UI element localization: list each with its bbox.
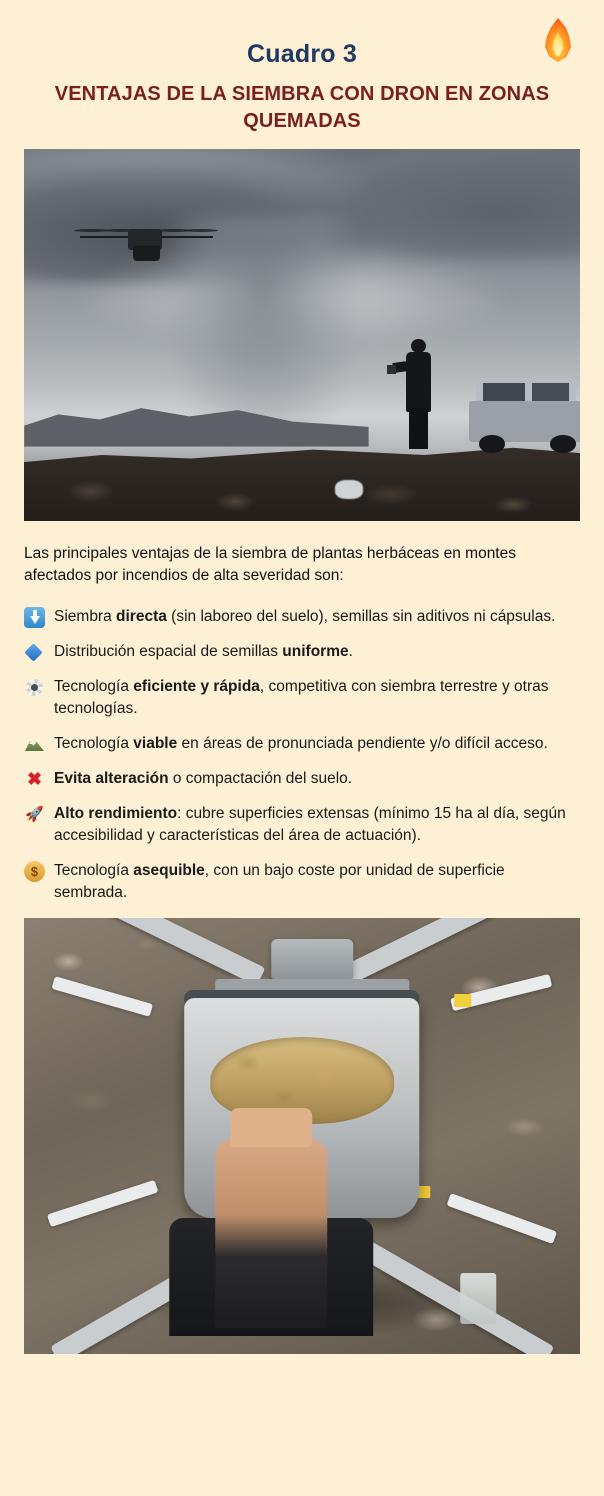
vehicle-wheel <box>479 435 506 453</box>
list-item <box>24 641 580 663</box>
blue-diamond-icon <box>24 642 45 663</box>
advantage-text-bold: directa <box>116 607 167 625</box>
equipment-bag <box>335 480 363 499</box>
operator-hand <box>215 1139 328 1327</box>
box-label: Cuadro 3 <box>247 40 357 68</box>
advantage-text-post: en áreas de pronunciada pendiente y/o difícil acceso. <box>177 734 548 752</box>
red-x-icon: ✖ <box>26 768 43 789</box>
advantage-text-post: : cubre superficies extensas (mínimo 15 ha al día, según accesibilidad y características del área de actuación). <box>54 804 566 844</box>
advantage-text-post: , competitiva con siembra terrestre y otras tecnologías. <box>54 677 549 717</box>
list-item <box>24 768 580 790</box>
advantage-text <box>54 768 580 790</box>
operator-head <box>411 339 426 353</box>
advantage-text-bold: viable <box>133 734 178 752</box>
list-item <box>24 860 580 904</box>
advantage-text-bold: asequible <box>133 861 205 879</box>
offroad-vehicle <box>469 380 580 454</box>
intro-paragraph: Las principales ventajas de la siembra de plantas herbáceas en montes afectados por incendios de alta severidad son: <box>24 545 516 585</box>
ground-texture <box>24 447 580 521</box>
list-item <box>24 676 580 720</box>
advantage-text <box>54 733 580 755</box>
operator-torso <box>406 352 431 412</box>
advantages-list <box>24 606 580 904</box>
drone-seed-tank <box>133 246 160 261</box>
advantage-text-pre: Siembra <box>54 607 117 625</box>
drone-radar-module <box>271 939 353 978</box>
advantage-text-bold: uniforme <box>282 642 349 660</box>
money-icon: $ <box>24 861 45 882</box>
list-item <box>24 733 580 755</box>
drone-propeller-blade <box>51 976 153 1017</box>
advantage-text <box>54 860 580 904</box>
advantage-text-pre: Distribución espacial de semillas <box>54 642 283 660</box>
advantage-text-pre: Tecnología <box>54 734 134 752</box>
gear-icon <box>24 677 45 698</box>
rocket-icon: 🚀 <box>25 805 44 823</box>
vehicle-window <box>532 383 569 402</box>
advantage-text <box>54 606 580 628</box>
vehicle-wheel <box>550 435 577 453</box>
advantage-text <box>54 803 580 847</box>
down-arrow-icon <box>24 607 45 628</box>
advantage-text-post: o compactación del suelo. <box>168 769 353 787</box>
page-title: VENTAJAS DE LA SIEMBRA CON DRON EN ZONAS QUEMADAS <box>54 83 550 132</box>
drone-flying-over-burnt-area-photo <box>24 149 580 521</box>
drone-propeller-blade <box>47 1180 158 1227</box>
advantage-text-post: (sin laboreo del suelo), semillas sin aditivos ni cápsulas. <box>166 607 556 625</box>
remote-controller <box>387 365 396 375</box>
mountain-icon <box>24 734 45 755</box>
advantage-text-pre: Tecnología <box>54 861 134 879</box>
flame-icon <box>534 12 582 70</box>
seed-container <box>461 1273 497 1324</box>
drone-propeller-blade <box>446 1194 556 1245</box>
drone-hopper-with-seeds-photo <box>24 918 580 1354</box>
operator-fingers <box>230 1108 312 1147</box>
advantage-text-post: , con un bajo coste por unidad de superficie sembrada. <box>54 861 505 901</box>
advantage-text <box>54 676 580 720</box>
advantage-text-post: . <box>348 642 353 660</box>
list-item <box>24 803 580 847</box>
yellow-marker-tag <box>454 994 470 1007</box>
drone-frame <box>46 935 558 1327</box>
flying-drone <box>80 216 213 261</box>
advantage-text-bold: Alto rendimiento <box>54 804 178 822</box>
advantage-text <box>54 641 580 663</box>
list-item <box>24 606 580 628</box>
vehicle-window <box>483 383 525 402</box>
advantage-text-bold: Evita alteración <box>54 769 169 787</box>
drone-operator <box>402 339 435 447</box>
advantage-text-pre: Tecnología <box>54 677 134 695</box>
advantage-text-bold: eficiente y rápida <box>133 677 260 695</box>
operator-legs <box>409 408 428 449</box>
